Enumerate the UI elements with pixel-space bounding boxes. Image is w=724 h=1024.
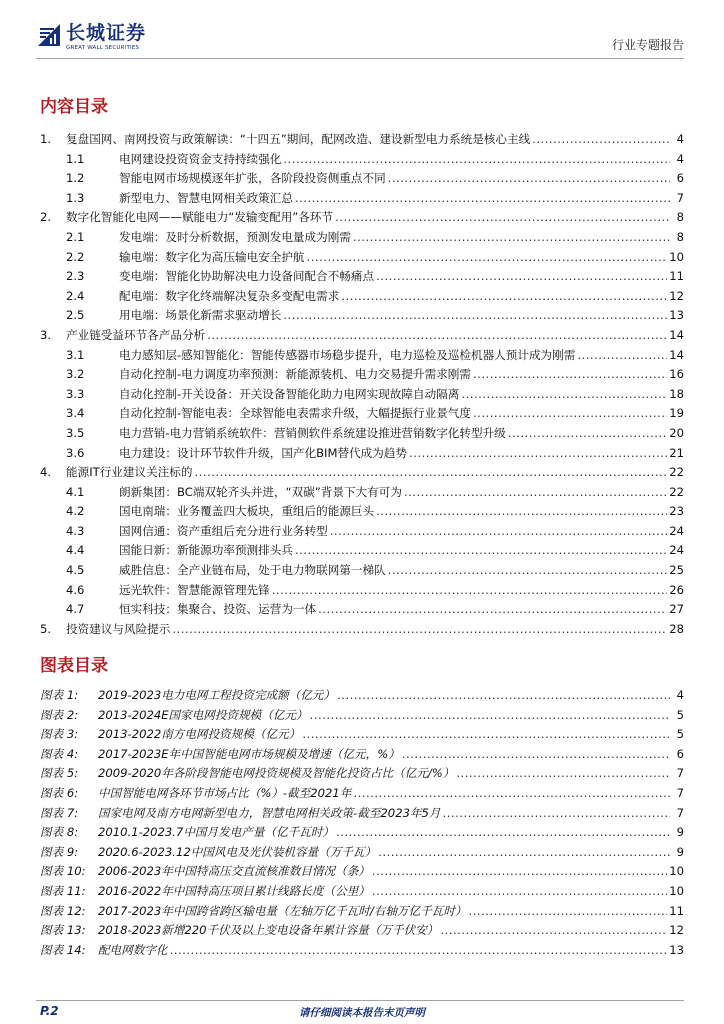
toc-entry-leader (272, 581, 668, 601)
figure-entry-number: 图表 12: (40, 903, 86, 918)
toc-entry-number: 4. (40, 465, 52, 480)
figure-entry-leader (456, 764, 670, 784)
figure-entry-leader (170, 941, 668, 961)
toc-entry-title: 自动化控制-开关设备：开关设备智能化助力电网实现故障自动隔离 (119, 386, 460, 401)
figure-entry-number: 图表 9: (40, 844, 79, 859)
toc-list (40, 130, 684, 639)
page-header (0, 0, 724, 64)
figure-entry-leader (302, 725, 670, 745)
figure-entry-number: 图表 7: (40, 805, 79, 820)
toc-entry-number: 3.6 (66, 445, 85, 460)
toc-entry[interactable] (40, 424, 684, 444)
toc-entry-number: 4.7 (66, 602, 85, 617)
figure-entry-number: 图表 14: (40, 942, 86, 957)
figure-entry[interactable] (40, 902, 684, 922)
figures-list (40, 686, 684, 960)
toc-entry-title: 电网建设投资资金支持持续强化 (119, 151, 282, 166)
toc-entry-title: 用电端：场景化新需求驱动增长 (119, 308, 282, 323)
toc-entry[interactable] (40, 326, 684, 346)
toc-entry-leader (409, 444, 667, 464)
toc-entry[interactable] (40, 365, 684, 385)
toc-entry-page: 10 (669, 249, 684, 264)
figure-entry-number: 图表 5: (40, 766, 79, 781)
toc-entry-page: 22 (669, 465, 684, 480)
toc-entry-leader (335, 208, 670, 228)
figure-entry[interactable] (40, 921, 684, 941)
figure-entry[interactable] (40, 823, 684, 843)
toc-entry-number: 1.3 (66, 190, 85, 205)
toc-entry-leader (508, 424, 667, 444)
figure-entry-title: 2016-2022年中国特高压项目累计线路长度（公里） (98, 883, 370, 898)
toc-entry[interactable] (40, 130, 684, 150)
figure-entry-title: 2013-2022南方电网投资规模（亿元） (98, 727, 301, 742)
toc-entry-page: 24 (669, 523, 684, 538)
toc-entry-title: 恒实科技：集聚合、投资、运营为一体 (119, 602, 317, 617)
figure-entry-title: 2010.1-2023.7中国月发电产量（亿千瓦时） (98, 825, 335, 840)
toc-entry[interactable] (40, 600, 684, 620)
figure-entry-page: 5 (676, 727, 684, 742)
toc-entry-number: 2.5 (66, 308, 85, 323)
toc-entry-leader (341, 287, 667, 307)
toc-entry-number: 4.1 (66, 484, 85, 499)
figure-entry-number: 图表 13: (40, 923, 86, 938)
figure-entry-title: 2020.6-2023.12中国风电及光伏装机容量（万千瓦） (98, 844, 377, 859)
figure-entry-leader (336, 823, 670, 843)
toc-entry-title: 朗新集团：BC端双轮齐头并进，“双碳”背景下大有可为 (119, 484, 402, 499)
header-divider (36, 58, 684, 59)
toc-entry[interactable] (40, 561, 684, 581)
toc-entry-page: 4 (676, 151, 684, 166)
toc-entry-number: 2.3 (66, 269, 85, 284)
toc-entry-number: 4.4 (66, 543, 85, 558)
figure-entry-leader (443, 804, 670, 824)
figure-entry[interactable] (40, 862, 684, 882)
toc-entry-page: 28 (669, 621, 684, 636)
toc-entry[interactable] (40, 189, 684, 209)
toc-entry-leader (318, 600, 667, 620)
figure-entry-number: 图表 10: (40, 864, 86, 879)
figure-entry-number: 图表 2: (40, 707, 79, 722)
toc-entry[interactable] (40, 444, 684, 464)
toc-entry-number: 4.3 (66, 523, 85, 538)
figure-entry-title: 国家电网及南方电网新型电力，智慧电网相关政策-截至2023年5月 (98, 805, 441, 820)
toc-entry[interactable] (40, 581, 684, 601)
toc-entry-title: 能源IT行业建议关注标的 (66, 465, 193, 480)
logo-chinese-name: 长城证券 (66, 22, 147, 44)
figure-entry-leader (469, 902, 668, 922)
toc-entry-page: 20 (669, 425, 684, 440)
toc-entry[interactable] (40, 463, 684, 483)
toc-entry-number: 3. (40, 327, 52, 342)
toc-entry-title: 电力感知层-感知智能化：智能传感器市场稳步提升，电力巡检及巡检机器人预计成为刚需 (119, 347, 576, 362)
toc-entry-leader (283, 150, 670, 170)
toc-entry-title: 数字化智能化电网——赋能电力“发输变配用”各环节 (66, 210, 334, 225)
toc-entry-leader (283, 306, 667, 326)
figure-entry-number: 图表 1: (40, 688, 79, 702)
toc-entry-leader (330, 522, 668, 542)
toc-entry-title: 输电端：数字化为高压输电安全护航 (119, 249, 305, 264)
figure-entry-title: 2006-2023年中国特高压交直流核准数目情况（条） (98, 864, 370, 879)
toc-entry-page: 18 (669, 386, 684, 401)
figure-entry-title: 2017-2023年中国跨省跨区输电量（左轴万亿千瓦时/右轴万亿千瓦时） (98, 903, 467, 918)
toc-entry[interactable] (40, 620, 684, 640)
figure-entry-leader (378, 843, 670, 863)
toc-entry-page: 23 (669, 504, 684, 519)
figure-entry[interactable] (40, 686, 684, 706)
toc-entry-leader (388, 561, 668, 581)
toc-entry-page: 25 (669, 563, 684, 578)
figure-entry[interactable] (40, 784, 684, 804)
toc-entry-leader (353, 228, 670, 248)
logo-mark-icon (36, 22, 62, 48)
figure-entry-page: 5 (676, 707, 684, 722)
toc-entry-page: 4 (676, 132, 684, 146)
toc-entry-number: 3.2 (66, 367, 85, 382)
toc-entry[interactable] (40, 150, 684, 170)
company-logo (36, 22, 146, 52)
toc-entry-number: 3.4 (66, 406, 85, 421)
toc-entry-title: 新型电力、智慧电网相关政策汇总 (119, 190, 293, 205)
toc-entry-number: 3.1 (66, 347, 85, 362)
figure-entry-leader (440, 921, 667, 941)
figure-entry[interactable] (40, 764, 684, 784)
figure-entry-number: 图表 11: (40, 883, 86, 898)
toc-entry-title: 国能日新：新能源功率预测排头兵 (119, 543, 293, 558)
figure-entry-title: 中国智能电网各环节市场占比（%）-截至2021年 (98, 785, 352, 800)
toc-entry-number: 1.2 (66, 171, 85, 186)
toc-entry-title: 国电南瑞：业务覆盖四大板块，重组后的能源巨头 (119, 504, 375, 519)
figure-entry-page: 6 (676, 746, 684, 761)
toc-entry-title: 电力营销-电力营销系统软件：营销侧软件系统建设推进营销数字化转型升级 (119, 425, 506, 440)
figure-entry-title: 2009-2020年各阶段智能电网投资规模及智能化投资占比（亿元/%） (98, 766, 455, 781)
figure-entry-number: 图表 3: (40, 727, 79, 742)
toc-entry[interactable] (40, 404, 684, 424)
toc-entry[interactable] (40, 483, 684, 503)
toc-entry-page: 8 (676, 229, 684, 244)
toc-entry[interactable] (40, 306, 684, 326)
toc-entry[interactable] (40, 502, 684, 522)
logo-english-name: GREAT WALL SECURITIES (66, 45, 140, 51)
toc-entry[interactable] (40, 208, 684, 228)
toc-entry[interactable] (40, 346, 684, 366)
toc-entry-leader (473, 365, 667, 385)
figure-entry-page: 7 (676, 805, 684, 820)
toc-entry-page: 16 (669, 367, 684, 382)
figure-entry-leader (402, 745, 670, 765)
toc-entry-number: 5. (40, 621, 52, 636)
figure-entry-title: 2017-2023E年中国智能电网市场规模及增速（亿元，%） (98, 746, 400, 761)
toc-entry-title: 国网信通：资产重组后充分进行业务转型 (119, 523, 328, 538)
toc-entry-title: 智能电网市场规模逐年扩张，各阶段投资侧重点不同 (119, 171, 386, 186)
toc-entry-leader (404, 483, 667, 503)
toc-entry-number: 2.4 (66, 288, 85, 303)
figure-entry-page: 9 (676, 844, 684, 859)
figure-entry-title: 2013-2024E国家电网投资规模（亿元） (98, 707, 308, 722)
toc-entry-number: 4.6 (66, 582, 85, 597)
toc-entry-page: 27 (669, 602, 684, 617)
toc-entry-page: 21 (669, 445, 684, 460)
figure-entry-number: 图表 8: (40, 825, 79, 840)
figure-entry[interactable] (40, 745, 684, 765)
figure-entry[interactable] (40, 804, 684, 824)
figure-entry-leader (353, 784, 670, 804)
figure-entry-page: 10 (669, 864, 684, 879)
toc-entry-leader (473, 404, 667, 424)
toc-entry-page: 12 (669, 288, 684, 303)
toc-entry-leader (577, 346, 667, 366)
toc-entry-leader (207, 326, 667, 346)
toc-entry-title: 发电端：及时分析数据，预测发电量成为刚需 (119, 229, 351, 244)
toc-entry-leader (461, 385, 667, 405)
toc-entry-number: 1.1 (66, 151, 85, 166)
figure-entry-page: 11 (669, 903, 684, 918)
toc-entry-title: 变电端：智能化协助解决电力设备间配合不畅痛点 (119, 269, 375, 284)
figure-entry-page: 7 (676, 766, 684, 781)
toc-entry[interactable] (40, 267, 684, 287)
document-type: 行业专题报告 (611, 38, 684, 52)
toc-entry-leader (388, 169, 670, 189)
figure-entry-page: 7 (676, 785, 684, 800)
disclaimer-note: 请仔细阅读本报告末页声明 (299, 1007, 425, 1019)
toc-entry-title: 产业链受益环节各产品分析 (66, 327, 206, 342)
toc-entry-number: 3.3 (66, 386, 85, 401)
toc-entry[interactable] (40, 228, 684, 248)
figure-entry-page: 10 (669, 883, 684, 898)
toc-entry-page: 24 (669, 543, 684, 558)
toc-entry-page: 6 (676, 171, 684, 186)
toc-entry-page: 14 (669, 327, 684, 342)
toc-entry-page: 11 (669, 269, 684, 284)
toc-entry-leader (194, 463, 667, 483)
toc-entry-title: 电力建设：设计环节软件升级，国产化BIM替代成为趋势 (119, 445, 408, 460)
toc-entry-page: 26 (669, 582, 684, 597)
figure-entry-page: 9 (676, 825, 684, 840)
figure-entry-number: 图表 4: (40, 746, 79, 761)
toc-entry-leader (376, 502, 667, 522)
toc-entry-leader (307, 248, 668, 268)
toc-entry-title: 自动化控制-智能电表：全球智能电表需求升级，大幅提振行业景气度 (119, 406, 471, 421)
toc-entry-page: 14 (669, 347, 684, 362)
toc-entry-page: 13 (669, 308, 684, 323)
toc-entry[interactable] (40, 541, 684, 561)
toc-entry-title: 威胜信息：全产业链布局，处于电力物联网第一梯队 (119, 563, 386, 578)
toc-entry-number: 2. (40, 210, 52, 225)
toc-entry-leader (532, 130, 670, 150)
figure-entry-leader (372, 882, 667, 902)
toc-entry-leader (376, 267, 667, 287)
toc-entry-number: 2.2 (66, 249, 85, 264)
toc-entry-page: 8 (676, 210, 684, 225)
footer-divider (36, 1000, 684, 1001)
toc-entry-page: 19 (669, 406, 684, 421)
figure-entry[interactable] (40, 882, 684, 902)
toc-entry[interactable] (40, 385, 684, 405)
toc-entry-number: 1. (40, 132, 52, 146)
figure-entry-page: 13 (669, 942, 684, 957)
figure-entry[interactable] (40, 941, 684, 961)
figure-entry[interactable] (40, 725, 684, 745)
figure-entry[interactable] (40, 706, 684, 726)
figure-entry-number: 图表 6: (40, 785, 79, 800)
toc-entry-number: 2.1 (66, 229, 85, 244)
toc-entry-number: 4.5 (66, 563, 85, 578)
toc-entry-leader (295, 189, 670, 209)
figure-entry-page: 4 (676, 688, 684, 702)
toc-entry-page: 7 (676, 190, 684, 205)
figure-entry-leader (310, 706, 670, 726)
toc-entry-leader (295, 541, 667, 561)
toc-entry-title: 远光软件：智慧能源管理先锋 (119, 582, 270, 597)
toc-entry-title: 投资建议与风险提示 (66, 621, 171, 636)
toc-entry[interactable] (40, 248, 684, 268)
toc-entry-title: 自动化控制-电力调度功率预测：新能源装机、电力交易提升需求刚需 (119, 367, 471, 382)
figure-entry-leader (337, 686, 670, 706)
toc-entry-page: 22 (669, 484, 684, 499)
figure-entry-title: 2019-2023电力电网工程投资完成额（亿元） (98, 688, 336, 702)
toc-entry-title: 配电端：数字化终端解决复杂多变配电需求 (119, 288, 340, 303)
toc-entry-title: 复盘国网、南网投资与政策解读：“十四五”期间，配网改造、建设新型电力系统是核心主线 (66, 132, 531, 146)
toc-entry[interactable] (40, 287, 684, 307)
toc-entry-number: 4.2 (66, 504, 85, 519)
toc-entry[interactable] (40, 169, 684, 189)
figures-heading: 图表目录 (40, 656, 108, 676)
toc-entry-leader (172, 620, 667, 640)
figure-entry-title: 2018-2023新增220千伏及以上变电设备年累计容量（万千伏安） (98, 923, 439, 938)
figure-entry-leader (372, 862, 667, 882)
figure-entry-title: 配电网数字化 (98, 942, 168, 957)
page-number: P.2 (40, 1004, 59, 1018)
figure-entry[interactable] (40, 843, 684, 863)
toc-entry[interactable] (40, 522, 684, 542)
toc-entry-number: 3.5 (66, 425, 85, 440)
figure-entry-page: 12 (669, 923, 684, 938)
toc-heading: 内容目录 (40, 97, 108, 117)
